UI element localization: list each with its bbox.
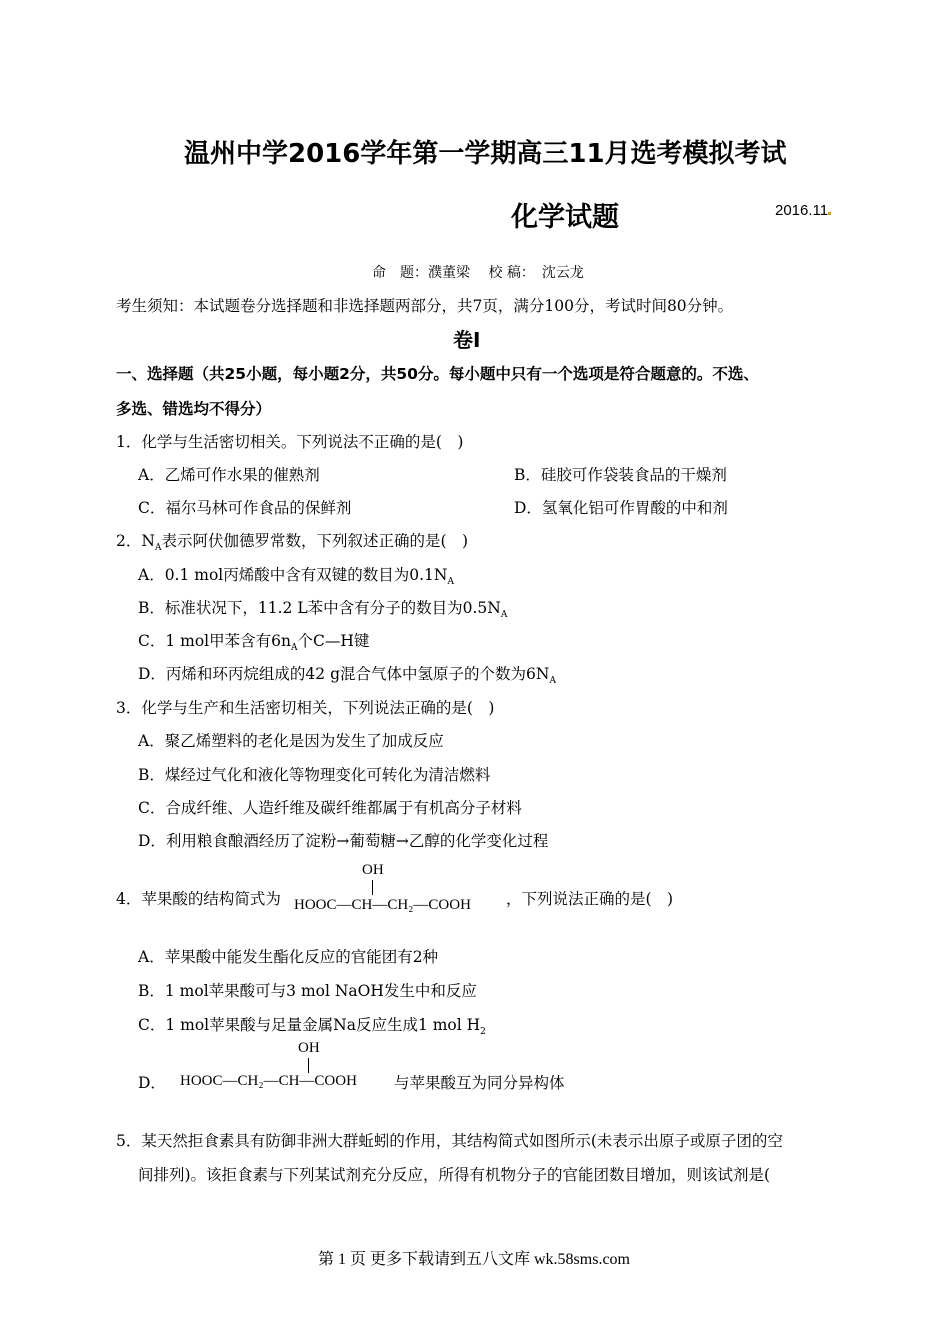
q1-option-c: C．福尔马林可作食品的保鲜剂 bbox=[138, 499, 352, 517]
q4-option-d-suffix: 与苹果酸互为同分异构体 bbox=[394, 1074, 565, 1092]
question-4-stem-prefix: 4．苹果酸的结构简式为 bbox=[116, 890, 281, 908]
authors-line: 命 题：濮董梁 校 稿： 沈云龙 bbox=[372, 265, 584, 281]
subject-title: 化学试题 bbox=[511, 202, 619, 233]
q2-option-c: C．1 mol甲苯含有$6n_A$个C—H键 bbox=[138, 632, 370, 654]
ink-dot bbox=[828, 212, 831, 215]
q2-option-b: B．标准状况下，11.2 L苯中含有分子的数目为$0.5N_A$ bbox=[138, 599, 508, 621]
section-heading-line1: 一、选择题（共25小题，每小题2分，共50分。每小题中只有一个选项是符合题意的。不选、 bbox=[116, 365, 759, 383]
q4-option-c: C．1 mol苹果酸与足量金属Na反应生成1 mol $H_2$ bbox=[138, 1016, 486, 1038]
q1-option-d: D．氢氧化铝可作胃酸的中和剂 bbox=[514, 499, 728, 517]
q4-formula-oh: OH bbox=[362, 862, 384, 878]
q2-option-a: A．0.1 mol丙烯酸中含有双键的数目为$0.1N_A$ bbox=[138, 566, 454, 588]
volume-label: 卷Ⅰ bbox=[453, 328, 481, 352]
q4-formula-bond bbox=[372, 880, 373, 895]
page-title: 温州中学2016学年第一学期高三11月选考模拟考试 bbox=[184, 139, 787, 169]
exam-notice: 考生须知：本试题卷分选择题和非选择题两部分，共7页，满分100分，考试时间80分钟。 bbox=[116, 297, 734, 315]
q3-option-c: C．合成纤维、人造纤维及碳纤维都属于有机高分子材料 bbox=[138, 799, 522, 817]
question-2-stem: 2．$N_A$表示阿伏伽德罗常数，下列叙述正确的是( ) bbox=[116, 532, 469, 554]
q3-option-b: B．煤经过气化和液化等物理变化可转化为清洁燃料 bbox=[138, 766, 491, 784]
section-heading-line2: 多选、错选均不得分） bbox=[116, 400, 272, 418]
q4-option-d-bond bbox=[308, 1058, 309, 1073]
question-5-stem-line1: 5．某天然拒食素具有防御非洲大群蚯蚓的作用，其结构简式如图所示(未表示出原子或原子团的空 bbox=[116, 1132, 783, 1150]
exam-date: 2016.11 bbox=[775, 202, 831, 219]
q2-option-d: D．丙烯和环丙烷组成的42 g混合气体中氢原子的个数为$6N_A$ bbox=[138, 665, 556, 687]
q3-option-a: A．聚乙烯塑料的老化是因为发生了加成反应 bbox=[138, 732, 444, 750]
page-footer: 第 1 页 更多下载请到五八文库 wk.58sms.com bbox=[318, 1251, 631, 1268]
question-5-stem-line2: 间排列)。该拒食素与下列某试剂充分反应，所得有机物分子的官能团数目增加，则该试剂是( bbox=[138, 1166, 771, 1184]
q4-option-b: B．1 mol苹果酸可与3 mol NaOH发生中和反应 bbox=[138, 982, 477, 1000]
q4-option-d-oh: OH bbox=[298, 1040, 320, 1056]
q4-option-d-formula: HOOC—CH₂—CH—COOH bbox=[180, 1073, 357, 1089]
question-3-stem: 3．化学与生产和生活密切相关，下列说法正确的是( ) bbox=[116, 699, 495, 717]
q1-option-b: B．硅胶可作袋装食品的干燥剂 bbox=[514, 466, 727, 484]
question-1-stem: 1．化学与生活密切相关。下列说法不正确的是( ) bbox=[116, 433, 464, 451]
q4-option-a: A．苹果酸中能发生酯化反应的官能团有2种 bbox=[138, 948, 439, 966]
question-4-stem-suffix: ，下列说法正确的是( ) bbox=[506, 890, 674, 908]
q1-option-a: A．乙烯可作水果的催熟剂 bbox=[138, 466, 320, 484]
q4-option-d-label: D． bbox=[138, 1074, 166, 1092]
q3-option-d: D．利用粮食酿酒经历了淀粉→葡萄糖→乙醇的化学变化过程 bbox=[138, 832, 549, 850]
q4-formula-main: HOOC—CH—CH₂—COOH bbox=[294, 897, 471, 913]
